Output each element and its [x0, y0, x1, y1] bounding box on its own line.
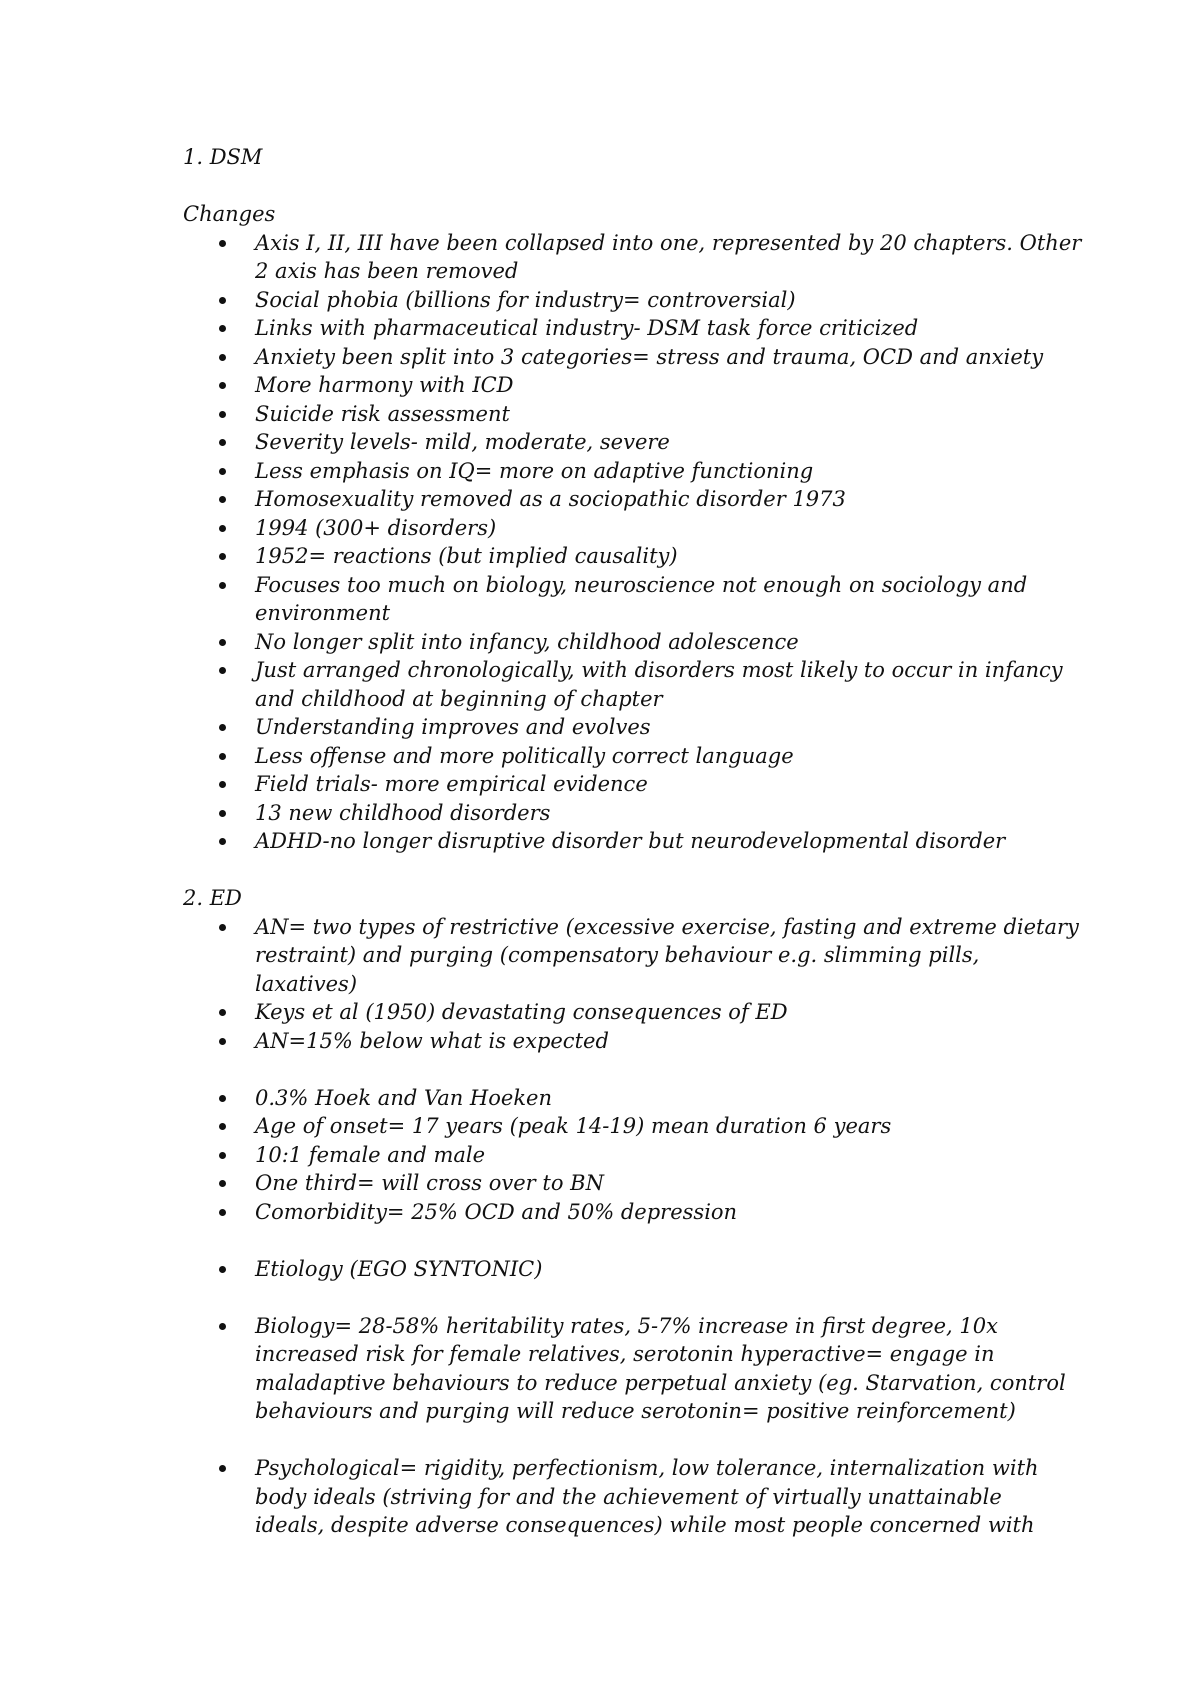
blank-line — [183, 1226, 1043, 1255]
list-item-text: body ideals (striving for and the achievement of virtually unattainable — [255, 1484, 1002, 1509]
list-item-text: Psychological= rigidity, perfectionism, low tolerance, internalization with — [255, 1456, 1039, 1480]
list-item — [183, 371, 1043, 400]
list-item — [183, 542, 1043, 571]
list-item-text: Homosexuality removed as a sociopathic disorder 1973 — [255, 487, 846, 511]
list-item-text: Social phobia (billions for industry= controversial) — [255, 287, 796, 312]
list-item — [183, 799, 1043, 828]
section-heading-dsm: 1. DSM — [183, 145, 263, 169]
list-item — [183, 742, 1043, 771]
list-item — [183, 998, 1043, 1027]
list-item-text: 13 new childhood disorders — [255, 800, 551, 825]
list-item-text: ideals, despite adverse consequences) while most people concerned with — [255, 1513, 1035, 1537]
list-item — [183, 1169, 1043, 1198]
list-item — [183, 457, 1043, 486]
list-item-text: restraint) and purging (compensatory behaviour e.g. slimming pills, — [255, 943, 980, 967]
list-item-text: Links with pharmaceutical industry- DSM task force criticized — [255, 316, 919, 340]
list-item — [183, 713, 1043, 742]
list-item — [183, 913, 1079, 999]
list-item-text: AN=15% below what is expected — [255, 1028, 609, 1053]
list-item-text: Severity levels- mild, moderate, severe — [255, 430, 670, 454]
list-item — [183, 628, 1043, 657]
list-item-text: More harmony with ICD — [255, 373, 514, 397]
list-item-text: AN= two types of restrictive (excessive exercise, fasting and extreme dietary — [255, 914, 1079, 939]
subheading-changes: Changes — [183, 202, 276, 226]
list-item — [183, 656, 1063, 713]
list-item-text: Understanding improves and evolves — [255, 715, 651, 739]
list-item — [183, 1141, 1043, 1170]
list-item-text: increased risk for female relatives, serotonin hyperactive= engage in — [255, 1342, 995, 1366]
list-item — [183, 1027, 1043, 1056]
list-item — [183, 343, 1043, 372]
list-item — [183, 229, 1082, 286]
list-item — [183, 514, 1043, 543]
list-item-text: Focuses too much on biology, neuroscience not enough on sociology and — [255, 572, 1028, 597]
list-item-text: 0.3% Hoek and Van Hoeken — [255, 1085, 552, 1110]
list-item — [183, 827, 1043, 856]
list-item-text: Biology= 28-58% heritability rates, 5-7% increase in first degree, 10x — [255, 1313, 998, 1338]
list-item — [183, 1454, 1043, 1540]
list-item-text: Less offense and more politically correct language — [255, 743, 794, 768]
list-item-text: 2 axis has been removed — [255, 259, 519, 283]
list-item — [183, 1312, 1066, 1426]
list-item-text: Age of onset= 17 years (peak 14-19) mean duration 6 years — [255, 1114, 892, 1138]
document-body — [183, 143, 1082, 1540]
list-item — [183, 1084, 1043, 1113]
list-item — [183, 485, 1043, 514]
list-item — [183, 1198, 1043, 1227]
blank-line — [183, 856, 1043, 885]
list-item — [183, 428, 1043, 457]
list-item — [183, 571, 1043, 628]
list-item-text: Just arranged chronologically, with disorders most likely to occur in infancy — [255, 658, 1063, 682]
list-item-text: 10:1 female and male — [255, 1142, 486, 1167]
list-item-text: environment — [255, 601, 391, 625]
list-item-text: Axis I, II, III have been collapsed into one, represented by 20 chapters. Other — [255, 230, 1082, 255]
blank-line — [183, 1055, 1043, 1084]
list-item — [183, 1112, 1043, 1141]
list-item-text: Suicide risk assessment — [255, 401, 510, 426]
list-item — [183, 770, 1043, 799]
list-item — [183, 286, 1043, 315]
list-item-text: Keys et al (1950) devastating consequences of ED — [255, 1000, 788, 1024]
list-item-text: No longer split into infancy, childhood adolescence — [255, 629, 799, 654]
list-item — [183, 400, 1043, 429]
blank-line — [183, 172, 1043, 201]
list-item-text: behaviours and purging will reduce serotonin= positive reinforcement) — [255, 1399, 1016, 1423]
list-item-text: and childhood at beginning of chapter — [255, 686, 663, 711]
list-item-text: Etiology (EGO SYNTONIC) — [255, 1256, 543, 1281]
list-item-text: Less emphasis on IQ= more on adaptive functioning — [255, 458, 814, 483]
list-item-text: Field trials- more empirical evidence — [255, 772, 648, 796]
blank-line — [183, 1426, 1043, 1455]
list-item-text: Comorbidity= 25% OCD and 50% depression — [255, 1199, 738, 1224]
list-item-text: 1994 (300+ disorders) — [255, 515, 497, 540]
list-item-text: One third= will cross over to BN — [255, 1171, 604, 1195]
section-heading-ed: 2. ED — [183, 886, 242, 910]
dsm-changes-list — [183, 229, 1082, 856]
list-item — [183, 1255, 1043, 1284]
list-item-text: 1952= reactions (but implied causality) — [255, 544, 678, 568]
list-item-text: laxatives) — [255, 971, 358, 996]
blank-line — [183, 1283, 1043, 1312]
list-item-text: Anxiety been split into 3 categories= stress and trauma, OCD and anxiety — [255, 344, 1044, 369]
list-item-text: ADHD-no longer disruptive disorder but neurodevelopmental disorder — [255, 829, 1006, 853]
list-item — [183, 314, 1043, 343]
list-item-text: maladaptive behaviours to reduce perpetual anxiety (eg. Starvation, control — [255, 1370, 1066, 1395]
ed-list — [183, 913, 1079, 1540]
